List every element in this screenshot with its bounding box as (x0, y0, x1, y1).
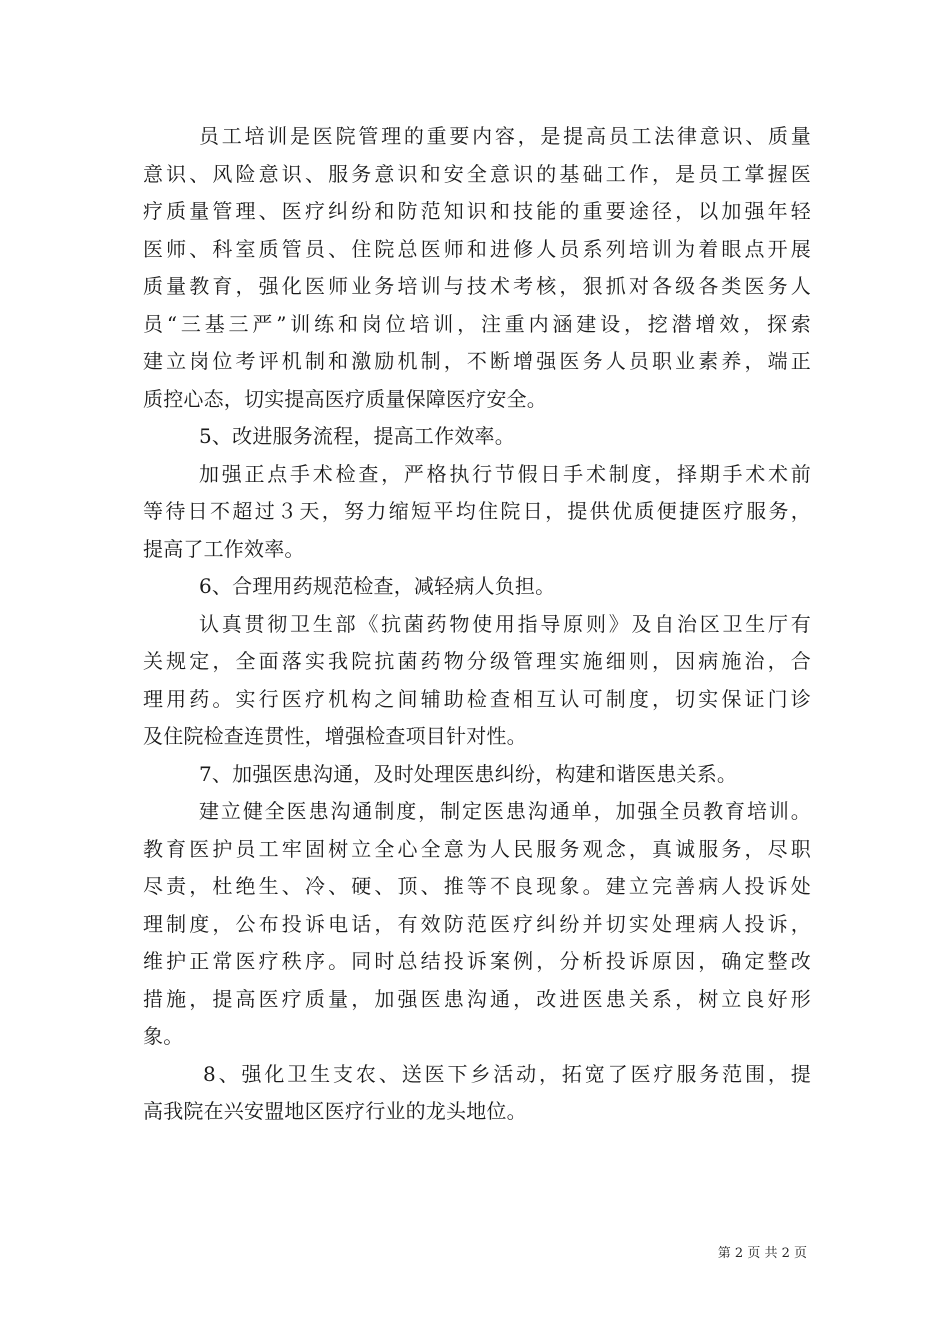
section-heading-7 (143, 756, 811, 794)
text-line: 尽责，杜绝生、冷、硬、顶、推等不良现象。建立完善病人投诉处 (143, 874, 811, 898)
text-line: 建立岗位考评机制和激励机制，不断增强医务人员职业素养，端正 (143, 349, 811, 373)
text-line: 教育医护员工牢固树立全心全意为人民服务观念，真诚服务，尽职 (143, 836, 811, 861)
paragraph-rational-drug-use (143, 606, 811, 756)
text-line: 加强正点手术检查，严格执行节假日手术制度，择期手术术前 (199, 461, 811, 486)
section-heading-6 (143, 568, 811, 606)
text-line: 认真贯彻卫生部《抗菌药物使用指导原则》及自治区卫生厅有 (199, 611, 811, 636)
paragraph-doctor-patient-communication (143, 793, 811, 1056)
text-line: 医师、科室质管员、住院总医师和进修人员系列培训为着眼点开展 (143, 236, 811, 261)
text-line: 理用药。实行医疗机构之间辅助检查相互认可制度，切实保证门诊 (143, 686, 811, 711)
paragraph-staff-training (143, 118, 811, 418)
text-line: 理制度，公布投诉电话，有效防范医疗纠纷并切实处理病人投诉， (143, 911, 811, 936)
text-line: 质控心态，切实提高医疗质量保障医疗安全。 (143, 386, 547, 411)
paragraph-service-process (143, 456, 811, 569)
text-line: 象。 (143, 1024, 184, 1048)
text-line: 8、强化卫生支农、送医下乡活动，拓宽了医疗服务范围，提 (203, 1061, 811, 1086)
text-line: 维护正常医疗秩序。同时总结投诉案例，分析投诉原因，确定整改 (143, 949, 811, 973)
text-line: 质量教育，强化医师业务培训与技术考核，狠抓对各级各类医务人 (143, 274, 811, 298)
text-line: 关规定，全面落实我院抗菌药物分级管理实施细则，因病施治，合 (143, 649, 811, 673)
text-line: 疗质量管理、医疗纠纷和防范知识和技能的重要途径，以加强年轻 (143, 199, 811, 223)
document-body (143, 118, 811, 1131)
text-line: 员工培训是医院管理的重要内容，是提高员工法律意识、质量 (199, 124, 811, 148)
page-number-footer: 第 2 页 共 2 页 (717, 1246, 807, 1261)
heading-line: 6、合理用药规范检查，减轻病人负担。 (199, 574, 556, 598)
paragraph-rural-support (143, 1056, 811, 1131)
text-line: 意识、风险意识、服务意识和安全意识的基础工作，是员工掌握医 (143, 161, 811, 186)
text-line: 员“三基三严”训练和岗位培训，注重内涵建设，挖潜增效，探索 (143, 311, 811, 336)
heading-line: 5、改进服务流程，提高工作效率。 (199, 424, 515, 448)
text-line: 措施，提高医疗质量，加强医患沟通，改进医患关系，树立良好形 (143, 986, 811, 1011)
text-line: 及住院检查连贯性，增强检查项目针对性。 (143, 724, 527, 748)
text-line: 建立健全医患沟通制度，制定医患沟通单，加强全员教育培训。 (199, 799, 811, 823)
text-line: 高我院在兴安盟地区医疗行业的龙头地位。 (143, 1099, 527, 1123)
text-line: 等待日不超过３天，努力缩短平均住院日，提供优质便捷医疗服务， (143, 499, 811, 523)
heading-line: 7、加强医患沟通，及时处理医患纠纷，构建和谐医患关系。 (199, 761, 738, 786)
section-heading-5 (143, 418, 811, 456)
text-line: 提高了工作效率。 (143, 536, 305, 561)
